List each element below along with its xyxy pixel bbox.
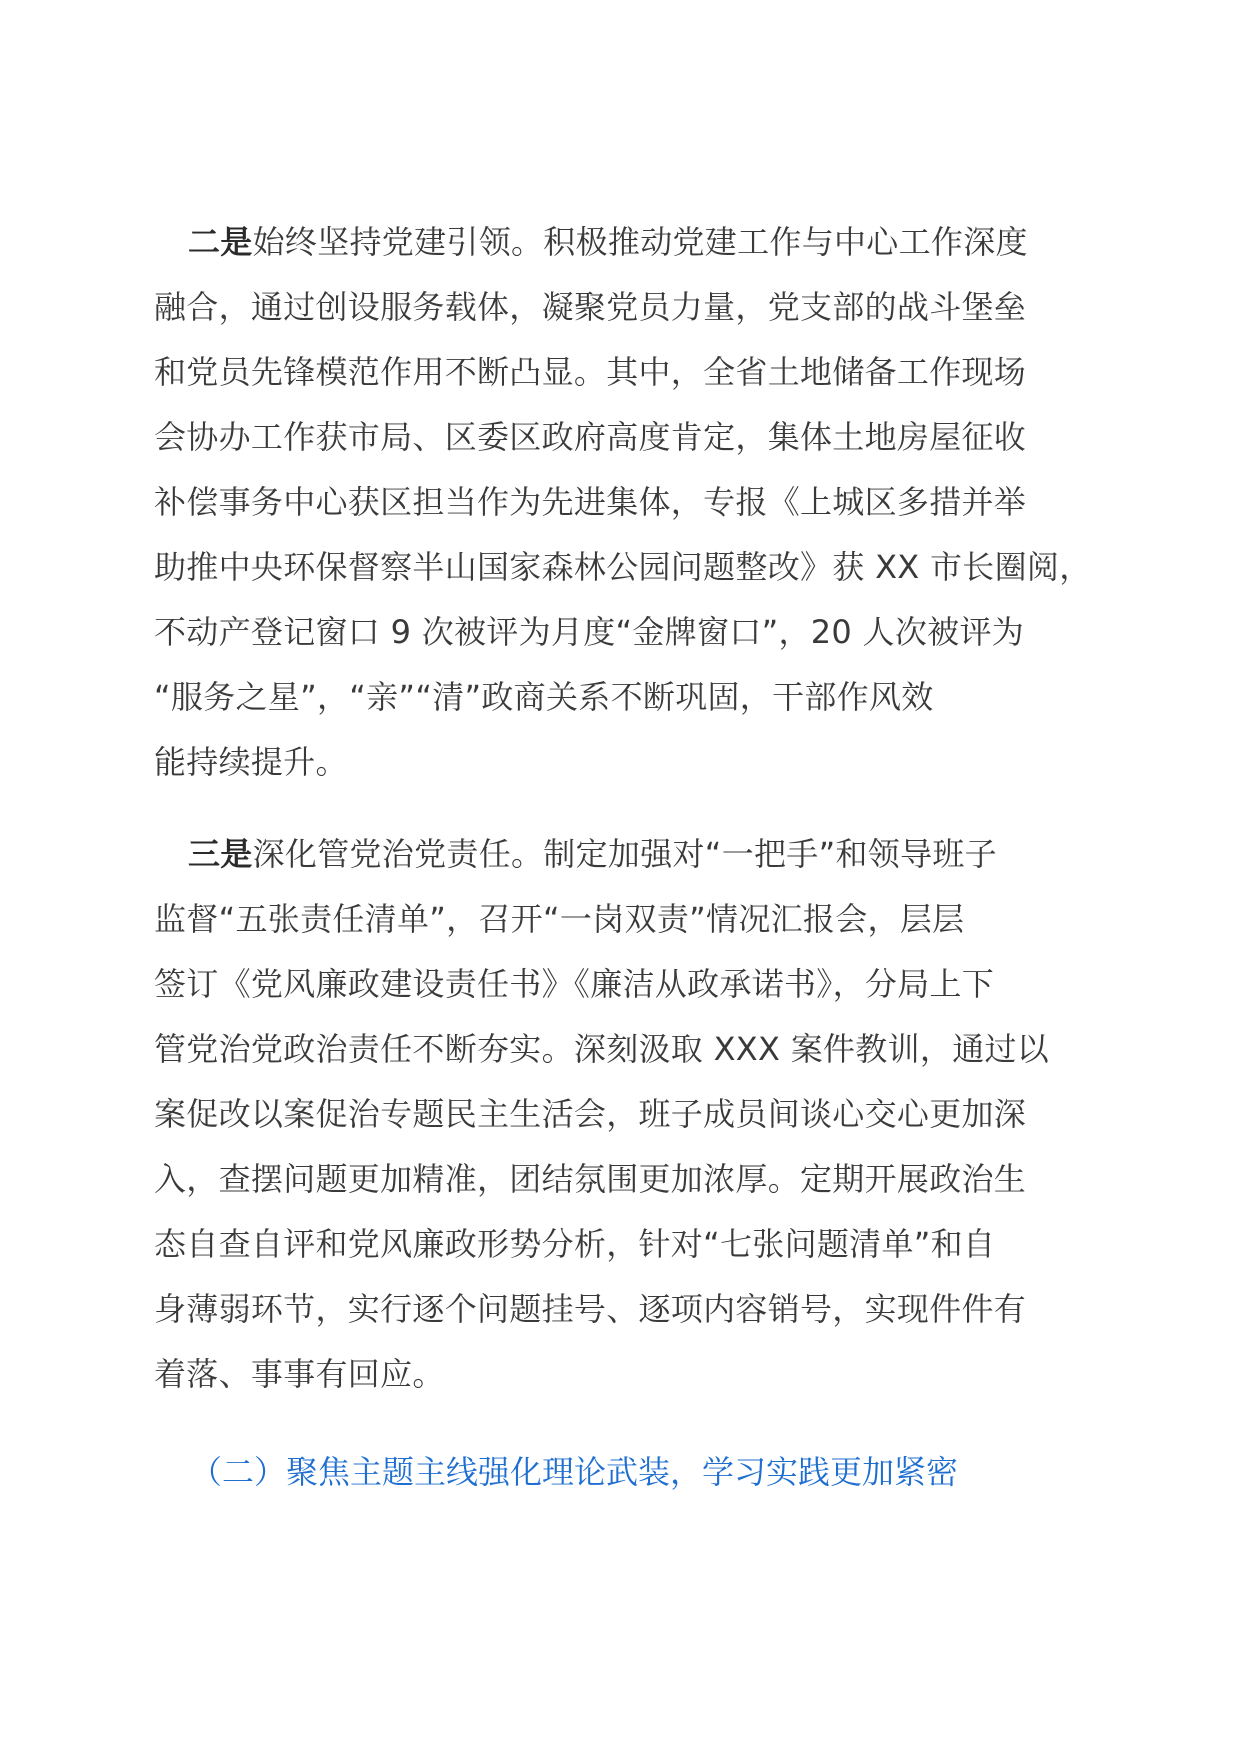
paragraph-party-building [154,210,1092,795]
section-heading: （二）聚焦主题主线强化理论武装，学习实践更加紧密 [190,1453,959,1491]
paragraph-line [154,822,1059,887]
paragraph-line: 会协办工作获市局、区委区政府高度肯定，集体土地房屋征收 [154,418,1027,456]
paragraph-line: 监督“五张责任清单”，召开“一岗双责”情况汇报会，层层 [154,900,965,938]
paragraph-line [154,210,1059,275]
paragraph-line: 管党治党政治责任不断夯实。深刻汲取 XXX 案件教训，通过以 [154,1030,1050,1068]
paragraph-lead: 二是 [188,223,253,261]
paragraph-line: 融合，通过创设服务载体，凝聚党员力量，党支部的战斗堡垒 [154,288,1027,326]
paragraph-line: 入，查摆问题更加精准，团结氛围更加浓厚。定期开展政治生 [154,1160,1027,1198]
paragraph-text: 始终坚持党建引领。积极推动党建工作与中心工作深度 [252,223,1028,261]
paragraph-lead: 三是 [188,835,253,873]
paragraph-line: 身薄弱环节，实行逐个问题挂号、逐项内容销号，实现件件有 [154,1290,1027,1328]
paragraph-line: 助推中央环保督察半山国家森林公园问题整改》获 XX 市长圈阅， [154,548,1092,586]
paragraph-party-responsibility [154,822,1059,1407]
paragraph-line: 和党员先锋模范作用不断凸显。其中，全省土地储备工作现场 [154,353,1027,391]
paragraph-line: 态自查自评和党风廉政形势分析，针对“七张问题清单”和自 [154,1225,996,1263]
paragraph-line: 不动产登记窗口 9 次被评为月度“金牌窗口”，20 人次被评为 [154,613,1025,651]
paragraph-line: 能持续提升。 [154,743,348,781]
paragraph-line: “服务之星”，“亲”“清”政商关系不断巩固，干部作风效 [154,678,934,716]
paragraph-line: 着落、事事有回应。 [154,1355,445,1393]
paragraph-line: 案促改以案促治专题民主生活会，班子成员间谈心交心更加深 [154,1095,1027,1133]
paragraph-line: 补偿事务中心获区担当作为先进集体，专报《上城区多措并举 [154,483,1027,521]
paragraph-text: 深化管党治党责任。制定加强对“一把手”和领导班子 [252,835,997,873]
paragraph-line: 签订《党风廉政建设责任书》《廉洁从政承诺书》，分局上下 [154,965,995,1003]
